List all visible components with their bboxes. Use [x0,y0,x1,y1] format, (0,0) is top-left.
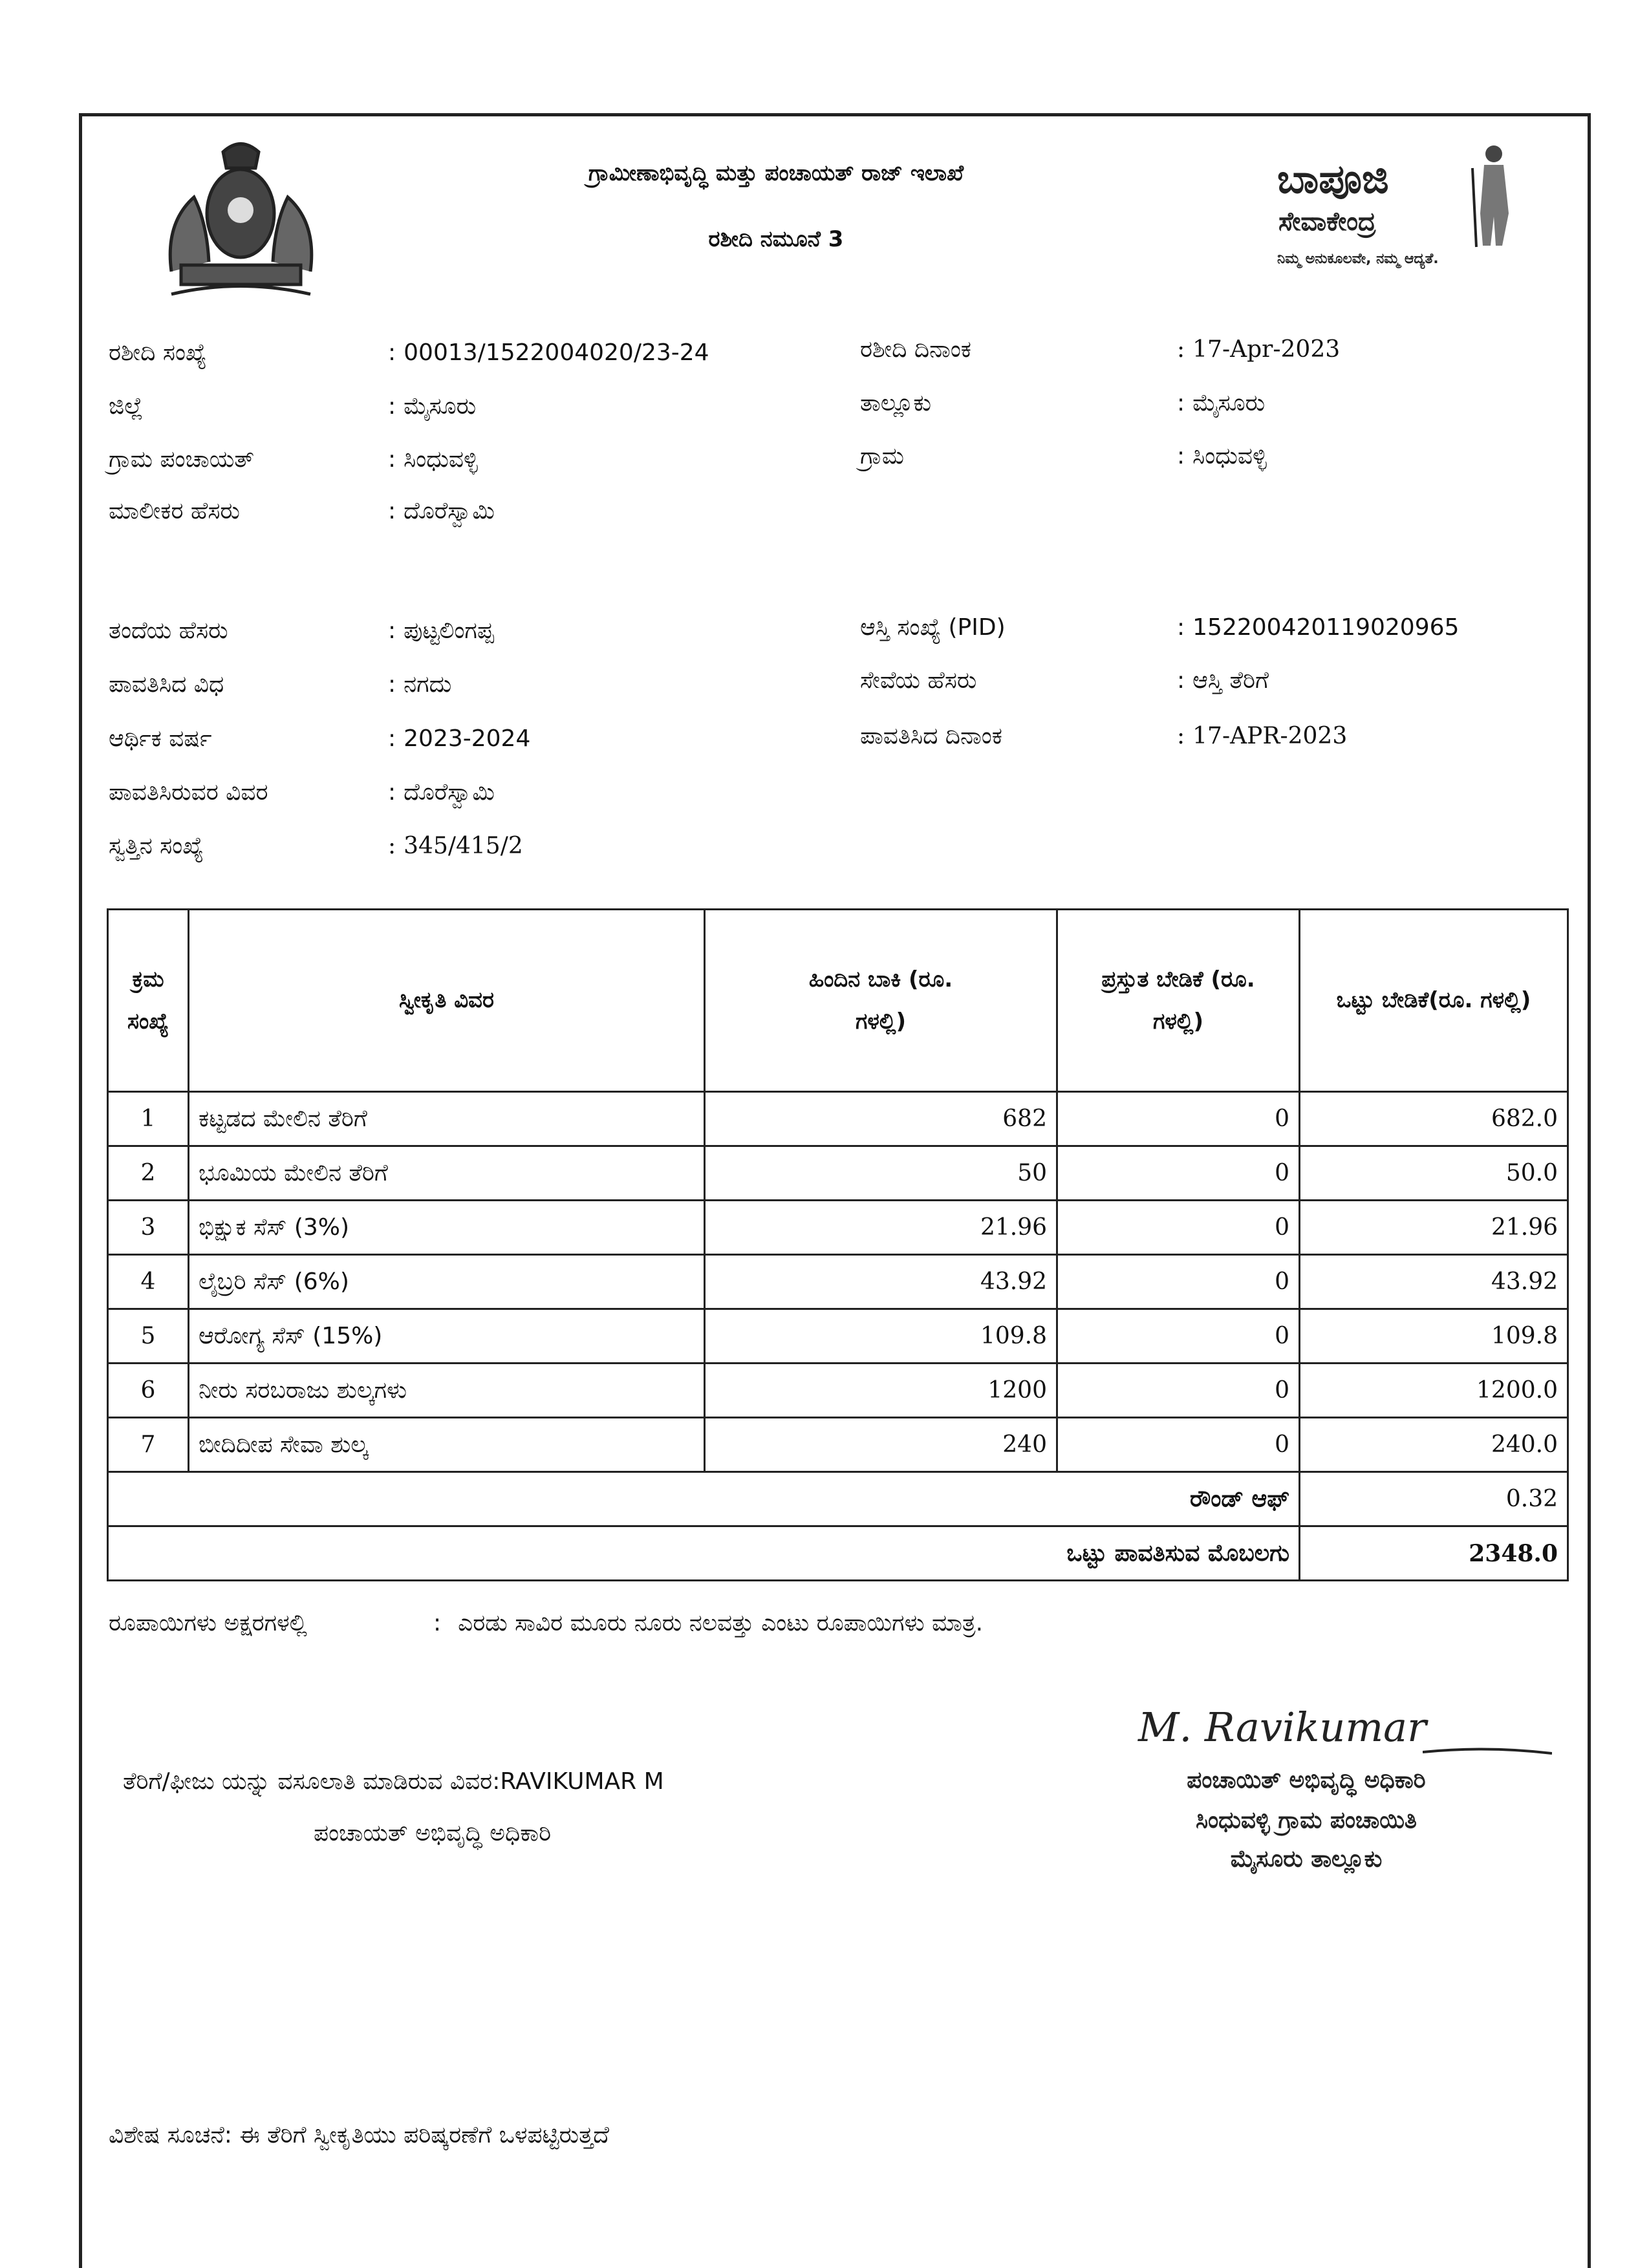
row-total: 21.96 [1300,1201,1568,1255]
service-label: ಸೇವೆಯ ಹೆಸರು [860,667,977,694]
site-value: : 345/415/2 [388,833,523,859]
row-current: 0 [1057,1092,1300,1146]
row-desc: ಲೈಬ್ರರಿ ಸೆಸ್ (6%) [189,1255,705,1309]
stamp-line-2: ಸಿಂಧುವಳ್ಳಿ ಗ್ರಾಮ ಪಂಚಾಯಿತಿ [1196,1807,1417,1834]
taluk-label: ತಾಲ್ಲೂಕು [860,390,932,416]
logo-sub: ಸೇವಾಕೇಂದ್ರ [1278,207,1376,237]
pay-mode-value: : ನಗದು [388,671,452,698]
district-label: ಜಿಲ್ಲೆ [109,393,144,420]
row-sl: 5 [108,1309,189,1364]
row-total: 1200.0 [1300,1364,1568,1418]
village-label: ಗ್ರಾಮ [860,443,905,469]
paid-date-label: ಪಾವತಿಸಿದ ದಿನಾಂಕ [860,723,1002,749]
row-arrears: 21.96 [705,1201,1057,1255]
fy: 2023-2024 [404,725,531,752]
row-desc: ಆರೋಗ್ಯ ಸೆಸ್ (15%) [189,1309,705,1364]
round-off-row [108,1472,1568,1526]
row-sl: 6 [108,1364,189,1418]
department-title: ಗ್ರಾಮೀಣಾಭಿವೃದ್ಧಿ ಮತ್ತು ಪಂಚಾಯತ್ ರಾಜ್ ಇಲಾಖೆ [588,160,964,186]
pay-mode: ನಗದು [404,671,452,698]
logo-name: ಬಾಪೂಜಿ [1277,155,1389,202]
receipt-no: 00013/1522004020/23-24 [404,339,709,366]
row-arrears: 109.8 [705,1309,1057,1364]
gp-value: : ಸಿಂಧುವಳ್ಳಿ [388,446,478,473]
payer-value: : ದೊರೆಸ್ವಾಮಿ [388,779,495,806]
special-note: ವಿಶೇಷ ಸೂಚನೆ: ಈ ತೆರಿಗೆ ಸ್ವೀಕೃತಿಯು ಪರಿಷ್ಕರಣೆಗೆ ಒಳಪಟ್ಟಿರುತ್ತದೆ [109,2122,609,2148]
row-current: 0 [1057,1146,1300,1201]
table-row [108,1418,1568,1472]
row-arrears: 682 [705,1092,1057,1146]
row-desc: ಕಟ್ಟಡದ ಮೇಲಿನ ತೆರಿಗೆ [189,1092,705,1146]
row-current: 0 [1057,1255,1300,1309]
service-value: : ಆಸ್ತಿ ತೆರಿಗೆ [1177,667,1269,694]
owner-label: ಮಾಲೀಕರ ಹೆಸರು [109,498,240,524]
table-row [108,1364,1568,1418]
gp-label: ಗ್ರಾಮ ಪಂಚಾಯತ್ [109,446,255,473]
row-desc: ಬೀದಿದೀಪ ಸೇವಾ ಶುಲ್ಕ [189,1418,705,1472]
signature-underline [1423,1746,1552,1759]
receipt-date-label: ರಶೀದಿ ದಿನಾಂಕ [860,336,971,363]
row-arrears: 240 [705,1418,1057,1472]
fees-table [107,908,1569,1581]
receipt-date: 17-Apr-2023 [1192,336,1341,363]
row-desc: ನೀರು ಸರಬರಾಜು ಶುಲ್ಕಗಳು [189,1364,705,1418]
state-emblem-icon [158,133,323,304]
village-value: : ಸಿಂಧುವಳ್ಳಿ [1177,443,1267,469]
owner: ದೊರೆಸ್ವಾಮಿ [404,498,495,524]
row-arrears: 1200 [705,1364,1057,1418]
stamp-line-3: ಮೈಸೂರು ತಾಲ್ಲೂಕು [1230,1846,1383,1872]
row-total: 50.0 [1300,1146,1568,1201]
row-desc: ಭೂಮಿಯ ಮೇಲಿನ ತೆರಿಗೆ [189,1146,705,1201]
amount-words: ಎರಡು ಸಾವಿರ ಮೂರು ನೂರು ನಲವತ್ತು ಎಂಟು ರೂಪಾಯಿಗಳು ಮಾತ್ರ. [458,1610,984,1636]
table-row [108,1201,1568,1255]
row-total: 109.8 [1300,1309,1568,1364]
receipt-no-value: : 00013/1522004020/23-24 [388,339,709,366]
collector-designation: ಪಂಚಾಯತ್ ಅಭಿವೃದ್ಧಿ ಅಧಿಕಾರಿ [314,1820,552,1846]
gandhi-figure-icon [1465,142,1523,249]
district-value: : ಮೈಸೂರು [388,393,477,420]
table-row [108,1309,1568,1364]
row-sl: 7 [108,1418,189,1472]
header-sl: ಕ್ರಮ ಸಂಖ್ಯೆ [108,910,189,1092]
row-sl: 1 [108,1092,189,1146]
row-arrears: 50 [705,1146,1057,1201]
collector-line: ತೆರಿಗೆ/ಫೀಜು ಯನ್ನು ವಸೂಲಾತಿ ಮಾಡಿರುವ ವಿವರ:RAVIKUMAR M [123,1768,664,1795]
district: ಮೈಸೂರು [404,393,477,420]
row-current: 0 [1057,1418,1300,1472]
receipt-no-label: ರಶೀದಿ ಸಂಖ್ಯೆ [109,339,207,366]
father-value: : ಪುಟ್ಟಲಿಂಗಪ್ಪ [388,617,494,644]
site: 345/415/2 [404,833,523,859]
taluk: ಮೈಸೂರು [1192,390,1266,416]
taluk-value: : ಮೈಸೂರು [1177,390,1266,416]
father: ಪುಟ್ಟಲಿಂಗಪ್ಪ [404,617,494,644]
paid-date: 17-APR-2023 [1192,723,1348,749]
receipt-date-value: : 17-Apr-2023 [1177,336,1341,363]
row-total: 682.0 [1300,1092,1568,1146]
bapuji-logo [1277,155,1536,278]
row-current: 0 [1057,1364,1300,1418]
table-row [108,1146,1568,1201]
table-row [108,1092,1568,1146]
amount-words-label: ರೂಪಾಯಿಗಳು ಅಕ್ಷರಗಳಲ್ಲಿ [109,1610,307,1636]
header-desc: ಸ್ವೀಕೃತಿ ವಿವರ [189,910,705,1092]
header-arrears: ಹಿಂದಿನ ಬಾಕಿ (ರೂ. ಗಳಲ್ಲಿ) [705,910,1057,1092]
logo-tagline: ನಿಮ್ಮ ಅನುಕೂಲವೇ, ನಮ್ಮ ಆದ್ಯತೆ. [1277,251,1439,267]
stamp-line-1: ಪಂಚಾಯಿತ್ ಅಭಿವೃದ್ಧಿ ಅಧಿಕಾರಿ [1187,1767,1426,1793]
pid: 152200420119020965 [1192,614,1460,641]
row-arrears: 43.92 [705,1255,1057,1309]
form-name: ರಶೀದಿ ನಮೂನೆ 3 [708,226,844,252]
payer-label: ಪಾವತಿಸಿರುವರ ವಿವರ [109,779,268,806]
grand-total-row [108,1526,1568,1581]
pid-value: : 152200420119020965 [1177,614,1460,641]
signature: M. Ravikumar [1138,1704,1427,1751]
row-current: 0 [1057,1201,1300,1255]
fy-value: : 2023-2024 [388,725,531,752]
owner-value: : ದೊರೆಸ್ವಾಮಿ [388,498,495,524]
table-header-row [108,910,1568,1092]
gp: ಸಿಂಧುವಳ್ಳಿ [404,446,478,473]
row-total: 240.0 [1300,1418,1568,1472]
site-label: ಸ್ವತ್ತಿನ ಸಂಖ್ಯೆ [109,833,204,859]
header-current: ಪ್ರಸ್ತುತ ಬೇಡಿಕೆ (ರೂ. ಗಳಲ್ಲಿ) [1057,910,1300,1092]
father-label: ತಂದೆಯ ಹೆಸರು [109,617,228,644]
row-sl: 3 [108,1201,189,1255]
village: ಸಿಂಧುವಳ್ಳಿ [1192,443,1267,469]
table-row [108,1255,1568,1309]
payer: ದೊರೆಸ್ವಾಮಿ [404,779,495,806]
pid-label: ಆಸ್ತಿ ಸಂಖ್ಯೆ (PID) [860,614,1006,641]
paid-date-value: : 17-APR-2023 [1177,723,1348,749]
round-off-label: ರೌಂಡ್ ಆಫ್ [108,1472,1300,1526]
amount-words-value: : ಎರಡು ಸಾವಿರ ಮೂರು ನೂರು ನಲವತ್ತು ಎಂಟು ರೂಪಾಯಿಗಳು ಮಾತ್ರ. [433,1610,984,1636]
fy-label: ಆರ್ಥಿಕ ವರ್ಷ [109,725,212,752]
row-sl: 4 [108,1255,189,1309]
round-off-value: 0.32 [1300,1472,1568,1526]
pay-mode-label: ಪಾವತಿಸಿದ ವಿಧ [109,671,224,698]
header-total: ಒಟ್ಟು ಬೇಡಿಕೆ(ರೂ. ಗಳಲ್ಲಿ) [1300,910,1568,1092]
row-sl: 2 [108,1146,189,1201]
row-desc: ಭಿಕ್ಷುಕ ಸೆಸ್ (3%) [189,1201,705,1255]
grand-total-label: ಒಟ್ಟು ಪಾವತಿಸುವ ಮೊಬಲಗು [108,1526,1300,1581]
service: ಆಸ್ತಿ ತೆರಿಗೆ [1192,667,1269,694]
row-current: 0 [1057,1309,1300,1364]
grand-total-value: 2348.0 [1300,1526,1568,1581]
row-total: 43.92 [1300,1255,1568,1309]
